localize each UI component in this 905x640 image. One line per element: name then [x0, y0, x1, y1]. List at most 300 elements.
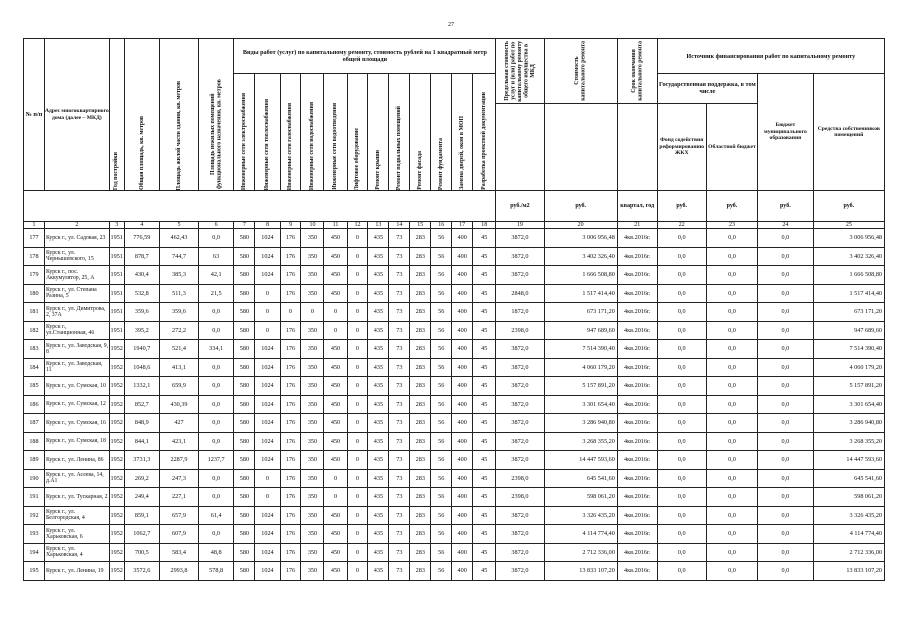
table-cell: 413,1: [160, 358, 199, 377]
table-cell: 4кв.2016г.: [617, 543, 657, 562]
table-cell: 1 517 414,40: [544, 284, 617, 303]
table-cell: 450: [324, 525, 347, 544]
table-cell: 400: [452, 451, 473, 470]
table-cell: 56: [431, 525, 452, 544]
table-cell: 1952: [109, 525, 124, 544]
table-cell: 45: [473, 543, 496, 562]
table-cell: 1 666 508,80: [813, 266, 884, 285]
table-cell: 176: [280, 543, 301, 562]
header-w5: Инженерные сети водоотведения: [324, 74, 347, 191]
table-cell: 192: [24, 506, 45, 525]
table-cell: 1024: [255, 414, 280, 433]
header-w7: Ремонт крыши: [368, 74, 389, 191]
table-cell: 189: [24, 451, 45, 470]
table-cell: 3 326 435,20: [544, 506, 617, 525]
header-limit: Предельная стоимость услуг и (или) работ по капитальному ремонту общего имущества в МКД: [496, 39, 544, 104]
table-cell: 598 061,20: [544, 488, 617, 507]
table-cell: Курск г., ул. Ленина, 86: [44, 451, 109, 470]
table-cell: 400: [452, 469, 473, 488]
table-cell: 188: [24, 432, 45, 451]
table-cell: 45: [473, 266, 496, 285]
table-cell: 0: [280, 303, 301, 322]
table-cell: 176: [280, 451, 301, 470]
table-cell: 450: [324, 414, 347, 433]
table-cell: 73: [389, 432, 410, 451]
table-row: [24, 284, 885, 303]
table-cell: 1951: [109, 303, 124, 322]
table-cell: 1872,0: [496, 303, 544, 322]
table-cell: Курск г., ул. Заводская, 9, 8: [44, 340, 109, 359]
table-cell: 450: [324, 284, 347, 303]
table-cell: 283: [410, 414, 431, 433]
table-cell: 350: [301, 321, 324, 340]
table-cell: Курск г., ул. Тускарная, 2: [44, 488, 109, 507]
table-cell: 0,0: [198, 414, 234, 433]
table-cell: 0: [347, 395, 368, 414]
table-cell: 1952: [109, 395, 124, 414]
table-cell: 3872,0: [496, 432, 544, 451]
table-cell: 187: [24, 414, 45, 433]
table-row: [24, 525, 885, 544]
table-cell: 0,0: [706, 432, 757, 451]
table-cell: 63: [198, 247, 234, 266]
table-cell: 56: [431, 562, 452, 581]
table-cell: 1940,7: [124, 340, 160, 359]
table-cell: 249,4: [124, 488, 160, 507]
table-cell: 283: [410, 377, 431, 396]
table-cell: 350: [301, 284, 324, 303]
table-cell: 1951: [109, 266, 124, 285]
table-cell: 13 833 107,20: [813, 562, 884, 581]
table-cell: 580: [234, 488, 255, 507]
table-cell: 0,0: [706, 395, 757, 414]
table-cell: 0,0: [198, 303, 234, 322]
table-cell: 45: [473, 506, 496, 525]
column-number: 11: [324, 222, 347, 229]
table-cell: 521,4: [160, 340, 199, 359]
table-row: [24, 266, 885, 285]
table-cell: 0,0: [758, 395, 814, 414]
table-cell: 580: [234, 414, 255, 433]
table-cell: 0: [347, 543, 368, 562]
table-cell: 1024: [255, 562, 280, 581]
table-cell: 400: [452, 488, 473, 507]
table-cell: 176: [280, 432, 301, 451]
table-cell: 0: [347, 414, 368, 433]
table-cell: 193: [24, 525, 45, 544]
header-w9: Ремонт фасада: [410, 74, 431, 191]
table-cell: 73: [389, 340, 410, 359]
column-number: 3: [109, 222, 124, 229]
table-cell: 532,8: [124, 284, 160, 303]
header-state-support: Государственная поддержка, в том числе: [657, 74, 758, 104]
table-row: [24, 303, 885, 322]
table-cell: 435: [368, 247, 389, 266]
table-cell: 0,0: [706, 525, 757, 544]
header-region: Областной бюджет: [706, 103, 757, 190]
table-cell: 400: [452, 525, 473, 544]
table-cell: 3 006 956,48: [544, 229, 617, 248]
table-cell: 350: [301, 414, 324, 433]
table-cell: 247,3: [160, 469, 199, 488]
table-cell: 283: [410, 229, 431, 248]
table-row: [24, 358, 885, 377]
table-cell: 0,0: [657, 340, 706, 359]
table-cell: 578,8: [198, 562, 234, 581]
table-cell: 2398,0: [496, 488, 544, 507]
table-cell: 0: [347, 506, 368, 525]
table-cell: 0,0: [706, 229, 757, 248]
table-cell: 2 712 336,00: [813, 543, 884, 562]
table-cell: 56: [431, 543, 452, 562]
table-cell: 73: [389, 266, 410, 285]
header-w6: Лифтовое оборудование: [347, 74, 368, 191]
table-cell: 0: [347, 284, 368, 303]
table-cell: 450: [324, 543, 347, 562]
table-body: [24, 229, 885, 581]
table-cell: 400: [452, 562, 473, 581]
table-cell: 56: [431, 451, 452, 470]
table-row: [24, 247, 885, 266]
table-cell: 350: [301, 506, 324, 525]
table-cell: 852,7: [124, 395, 160, 414]
table-cell: 947 689,60: [544, 321, 617, 340]
table-cell: 848,9: [124, 414, 160, 433]
table-cell: Курск г., ул. Сумская, 16: [44, 414, 109, 433]
header-deadline: Срок окончания капитального ремонта: [617, 39, 657, 104]
table-cell: 176: [280, 525, 301, 544]
table-cell: Курск г., ул. Ленина, 19: [44, 562, 109, 581]
table-cell: 0: [347, 377, 368, 396]
table-cell: 0,0: [758, 414, 814, 433]
table-cell: 3872,0: [496, 377, 544, 396]
table-cell: Курск г., ул. Сумская, 10: [44, 377, 109, 396]
table-cell: 0,0: [198, 469, 234, 488]
table-cell: 580: [234, 506, 255, 525]
table-cell: 0,0: [758, 525, 814, 544]
table-cell: 350: [301, 525, 324, 544]
table-cell: 176: [280, 562, 301, 581]
table-cell: 350: [301, 377, 324, 396]
table-cell: 0,0: [657, 247, 706, 266]
table-cell: Курск г., ул. Харьковская, 4: [44, 543, 109, 562]
table-cell: 435: [368, 506, 389, 525]
table-cell: 56: [431, 284, 452, 303]
table-cell: 283: [410, 488, 431, 507]
table-cell: 435: [368, 321, 389, 340]
table-cell: 56: [431, 432, 452, 451]
table-cell: 400: [452, 229, 473, 248]
table-cell: 0,0: [758, 562, 814, 581]
page-number: 27: [448, 22, 454, 28]
unit-municipal: руб.: [758, 191, 814, 222]
column-number: 18: [473, 222, 496, 229]
table-cell: 73: [389, 377, 410, 396]
column-number: 21: [617, 222, 657, 229]
table-cell: 283: [410, 266, 431, 285]
table-cell: 4кв.2016г.: [617, 488, 657, 507]
table-cell: 1952: [109, 469, 124, 488]
table-cell: 4кв.2016г.: [617, 303, 657, 322]
table-cell: 3872,0: [496, 340, 544, 359]
table-cell: 56: [431, 303, 452, 322]
table-cell: 4кв.2016г.: [617, 432, 657, 451]
table-cell: 1952: [109, 451, 124, 470]
unit-cost: руб.: [544, 191, 617, 222]
table-cell: 435: [368, 525, 389, 544]
table-cell: 0,0: [657, 377, 706, 396]
table-cell: 450: [324, 432, 347, 451]
table-cell: 0: [347, 303, 368, 322]
table-cell: 3872,0: [496, 562, 544, 581]
table-cell: 1 666 508,80: [544, 266, 617, 285]
table-cell: 73: [389, 303, 410, 322]
table-cell: 73: [389, 469, 410, 488]
table-cell: 56: [431, 506, 452, 525]
table-cell: 283: [410, 469, 431, 488]
table-cell: 0,0: [758, 358, 814, 377]
table-cell: 14 447 593,60: [813, 451, 884, 470]
table-cell: 184: [24, 358, 45, 377]
table-cell: 350: [301, 432, 324, 451]
table-cell: 1952: [109, 377, 124, 396]
table-cell: 430,39: [160, 395, 199, 414]
table-cell: 73: [389, 543, 410, 562]
table-cell: 0,0: [758, 247, 814, 266]
header-total-area: Общая площадь, кв. метров: [124, 39, 160, 191]
table-cell: 4кв.2016г.: [617, 506, 657, 525]
table-cell: 607,9: [160, 525, 199, 544]
table-cell: 400: [452, 303, 473, 322]
table-cell: 73: [389, 562, 410, 581]
table-cell: 1024: [255, 525, 280, 544]
table-cell: 450: [324, 377, 347, 396]
table-cell: 435: [368, 432, 389, 451]
table-cell: 7 514 390,40: [544, 340, 617, 359]
table-cell: 176: [280, 229, 301, 248]
table-cell: 1024: [255, 340, 280, 359]
table-cell: 1024: [255, 543, 280, 562]
table-cell: 450: [324, 395, 347, 414]
table-cell: 4кв.2016г.: [617, 377, 657, 396]
table-cell: 182: [24, 321, 45, 340]
table-cell: 1952: [109, 488, 124, 507]
table-cell: 450: [324, 506, 347, 525]
table-row: [24, 395, 885, 414]
table-cell: 4кв.2016г.: [617, 229, 657, 248]
table-cell: 45: [473, 395, 496, 414]
table-cell: 1951: [109, 321, 124, 340]
column-number: 10: [301, 222, 324, 229]
table-cell: 45: [473, 469, 496, 488]
table-cell: 176: [280, 414, 301, 433]
table-cell: 3 326 435,20: [813, 506, 884, 525]
table-cell: 350: [301, 229, 324, 248]
table-cell: 334,1: [198, 340, 234, 359]
table-cell: 176: [280, 247, 301, 266]
table-cell: Курск г., ул. Заводская, 11: [44, 358, 109, 377]
table-cell: 580: [234, 395, 255, 414]
table-cell: 2398,0: [496, 469, 544, 488]
table-cell: 4кв.2016г.: [617, 562, 657, 581]
table-cell: 73: [389, 321, 410, 340]
table-cell: 0,0: [758, 340, 814, 359]
table-cell: 673 171,20: [813, 303, 884, 322]
table-cell: 0: [324, 469, 347, 488]
table-cell: 0: [255, 284, 280, 303]
table-cell: 435: [368, 451, 389, 470]
table-cell: 1952: [109, 432, 124, 451]
table-cell: 0: [301, 303, 324, 322]
table-cell: 0,0: [758, 488, 814, 507]
table-cell: 56: [431, 469, 452, 488]
table-cell: 435: [368, 469, 389, 488]
header-municipal: Бюджет муниципального образования: [758, 74, 814, 191]
table-cell: 700,5: [124, 543, 160, 562]
table-cell: 350: [301, 488, 324, 507]
table-row: [24, 451, 885, 470]
header-limit-unit-spacer: [496, 103, 544, 190]
table-cell: 45: [473, 247, 496, 266]
table-cell: 283: [410, 247, 431, 266]
table-cell: 45: [473, 488, 496, 507]
table-cell: 4кв.2016г.: [617, 340, 657, 359]
header-works-group: Виды работ (услуг) по капитальному ремонту, стоимость рублей на 1 квадратный метр общей площади: [234, 39, 496, 74]
table-cell: 673 171,20: [544, 303, 617, 322]
table-cell: 283: [410, 451, 431, 470]
table-cell: 580: [234, 229, 255, 248]
table-cell: 878,7: [124, 247, 160, 266]
table-cell: 176: [280, 266, 301, 285]
table-cell: 180: [24, 284, 45, 303]
table-cell: 0,0: [758, 229, 814, 248]
table-cell: 450: [324, 247, 347, 266]
column-number: 7: [234, 222, 255, 229]
table-cell: 400: [452, 432, 473, 451]
table-cell: 0: [347, 469, 368, 488]
table-cell: 400: [452, 395, 473, 414]
table-cell: 0,0: [706, 284, 757, 303]
column-number: 23: [706, 222, 757, 229]
table-cell: 580: [234, 247, 255, 266]
table-cell: 947 689,60: [813, 321, 884, 340]
table-cell: 0: [255, 321, 280, 340]
table-cell: Курск г., ул. Димитрова, 2, 37А: [44, 303, 109, 322]
table-cell: 73: [389, 247, 410, 266]
table-cell: 3 006 956,48: [813, 229, 884, 248]
table-cell: 435: [368, 488, 389, 507]
header-address: Адрес многоквартирного дома (далее – МКД): [44, 39, 109, 191]
table-cell: 1024: [255, 266, 280, 285]
table-cell: 56: [431, 395, 452, 414]
table-cell: 195: [24, 562, 45, 581]
table-cell: 56: [431, 340, 452, 359]
table-cell: 0,0: [706, 247, 757, 266]
table-cell: 400: [452, 321, 473, 340]
header-year: Год постройки: [109, 39, 124, 191]
table-cell: 42,1: [198, 266, 234, 285]
table-row: [24, 506, 885, 525]
table-cell: 4кв.2016г.: [617, 451, 657, 470]
table-cell: 0: [347, 358, 368, 377]
table-cell: 3872,0: [496, 229, 544, 248]
column-number: 13: [368, 222, 389, 229]
table-cell: 176: [280, 377, 301, 396]
table-cell: 450: [324, 266, 347, 285]
table-cell: 462,43: [160, 229, 199, 248]
table-cell: 0,0: [758, 432, 814, 451]
table-cell: 1024: [255, 451, 280, 470]
table-cell: 1951: [109, 247, 124, 266]
header-w4: Инженерные сети водоснабжения: [301, 74, 324, 191]
table-cell: 1952: [109, 543, 124, 562]
table-cell: 3 268 355,20: [813, 432, 884, 451]
table-cell: 3872,0: [496, 266, 544, 285]
table-cell: 3 286 940,80: [813, 414, 884, 433]
table-cell: 430,4: [124, 266, 160, 285]
table-cell: 400: [452, 358, 473, 377]
table-cell: 3872,0: [496, 506, 544, 525]
table-cell: 0,0: [706, 414, 757, 433]
table-cell: 3 301 654,40: [813, 395, 884, 414]
table-cell: 1024: [255, 506, 280, 525]
table-row: [24, 432, 885, 451]
table-cell: 56: [431, 247, 452, 266]
table-cell: 0,0: [758, 303, 814, 322]
table-row: [24, 377, 885, 396]
table-cell: 56: [431, 321, 452, 340]
table-cell: 2398,0: [496, 321, 544, 340]
table-cell: 1951: [109, 229, 124, 248]
table-cell: Курск г., ул.Станционная, 46: [44, 321, 109, 340]
table-cell: 176: [280, 321, 301, 340]
table-cell: 181: [24, 303, 45, 322]
table-cell: 657,9: [160, 506, 199, 525]
table-cell: 435: [368, 395, 389, 414]
table-cell: 1332,1: [124, 377, 160, 396]
table-cell: 4кв.2016г.: [617, 266, 657, 285]
table-cell: 580: [234, 377, 255, 396]
table-cell: 0,0: [198, 229, 234, 248]
table-cell: 350: [301, 247, 324, 266]
table-cell: 73: [389, 488, 410, 507]
header-w3: Инженерные сети газоснабжения: [280, 74, 301, 191]
table-cell: 2993,8: [160, 562, 199, 581]
table-cell: 4 060 179,20: [544, 358, 617, 377]
table-cell: 0: [347, 340, 368, 359]
table-cell: 56: [431, 414, 452, 433]
table-cell: 435: [368, 377, 389, 396]
table-row: [24, 321, 885, 340]
table-cell: 580: [234, 469, 255, 488]
table-cell: 283: [410, 340, 431, 359]
table-cell: 4кв.2016г.: [617, 395, 657, 414]
table-cell: 3 286 940,80: [544, 414, 617, 433]
table-cell: 3 402 326,40: [813, 247, 884, 266]
table-row: [24, 340, 885, 359]
table-cell: 283: [410, 506, 431, 525]
table-cell: 3872,0: [496, 543, 544, 562]
table-cell: 45: [473, 525, 496, 544]
table-cell: 73: [389, 451, 410, 470]
table-cell: 45: [473, 284, 496, 303]
table-cell: 0,0: [198, 488, 234, 507]
unit-fund: руб.: [657, 191, 706, 222]
table-cell: 0,0: [198, 395, 234, 414]
header-w10: Ремонт фундамента: [431, 74, 452, 191]
table-cell: 400: [452, 506, 473, 525]
capital-repair-table: [23, 38, 885, 581]
